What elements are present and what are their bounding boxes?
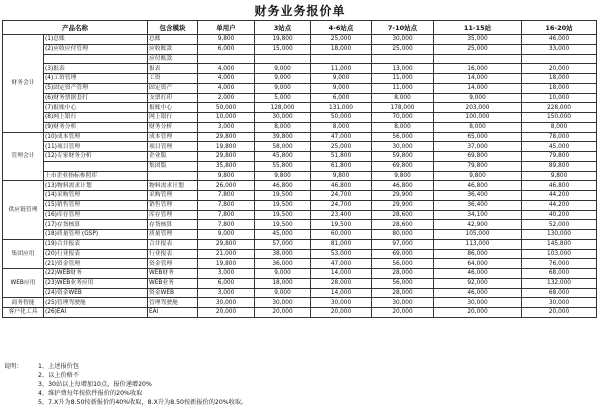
price-cell-4-6-sites: 131,000	[311, 103, 372, 113]
module-cell: 网上银行	[148, 113, 198, 123]
table-row	[3, 103, 597, 113]
product-name-cell	[44, 54, 148, 64]
note-item: 4、维护费每年按软件报价的20%收取	[38, 390, 143, 397]
price-cell-3-sites: 19,800	[255, 35, 311, 45]
table-row	[3, 210, 597, 220]
price-cell-4-6-sites: 24,700	[311, 200, 372, 210]
category-cell: 客户化工具	[3, 308, 44, 318]
table-row	[3, 269, 597, 279]
module-cell: 固定资产	[148, 83, 198, 93]
module-cell: 报表	[148, 64, 198, 74]
price-cell-3-sites	[255, 54, 311, 64]
price-cell-7-10-sites: 69,000	[372, 249, 434, 259]
price-cell-4-6-sites	[311, 54, 372, 64]
price-cell-7-10-sites: 29,900	[372, 200, 434, 210]
price-cell-11-15-sites: 14,000	[434, 83, 522, 93]
price-cell-4-6-sites: 25,000	[311, 142, 372, 152]
price-cell-11-15-sites: 34,100	[434, 210, 522, 220]
product-name-cell: (26)EAI	[44, 308, 148, 318]
notes-section	[4, 362, 594, 407]
price-cell-11-15-sites	[434, 54, 522, 64]
price-cell-4-6-sites: 6,000	[311, 93, 372, 103]
header-3-sites: 3站点	[255, 21, 311, 35]
price-cell-7-10-sites: 56,000	[372, 132, 434, 142]
price-cell-4-6-sites: 50,000	[311, 113, 372, 123]
price-cell-4-6-sites: 18,000	[311, 44, 372, 54]
price-cell-11-15-sites: 20,000	[434, 308, 522, 318]
price-cell-single-user: 50,000	[198, 103, 255, 113]
price-cell-single-user: 35,800	[198, 161, 255, 171]
table-row	[3, 278, 597, 288]
module-cell: 合并报表	[148, 239, 198, 249]
price-cell-7-10-sites: 13,000	[372, 64, 434, 74]
price-cell-11-15-sites: 9,000	[434, 93, 522, 103]
price-cell-4-6-sites: 8,000	[311, 122, 372, 132]
table-row	[3, 220, 597, 230]
note-item: 1、上述报价包	[38, 363, 80, 370]
table-row	[3, 132, 597, 142]
product-name-cell: (23)WEB业务应用	[44, 278, 148, 288]
product-name-cell: (16)库存管理	[44, 210, 148, 220]
price-cell-3-sites: 39,800	[255, 132, 311, 142]
price-cell-4-6-sites: 47,000	[311, 132, 372, 142]
price-cell-16-20-sites: 8,000	[522, 122, 597, 132]
price-cell-3-sites: 18,000	[255, 278, 311, 288]
price-cell-11-15-sites: 16,000	[434, 64, 522, 74]
price-cell-11-15-sites: 46,000	[434, 269, 522, 279]
module-cell: 采购管理	[148, 191, 198, 201]
header-4-6-sites: 4-6站点	[311, 21, 372, 35]
product-name-cell: (11)项目管理	[44, 142, 148, 152]
product-name-cell: (4)工资管理	[44, 74, 148, 84]
category-cell: 商务智能	[3, 298, 44, 308]
price-cell-7-10-sites: 56,000	[372, 259, 434, 269]
price-table-body	[3, 35, 597, 318]
table-row	[3, 308, 597, 318]
price-cell-3-sites: 30,000	[255, 298, 311, 308]
price-cell-16-20-sites: 33,000	[522, 44, 597, 54]
price-cell-3-sites: 19,500	[255, 210, 311, 220]
price-cell-11-15-sites: 92,000	[434, 278, 522, 288]
price-cell-11-15-sites: 30,000	[434, 298, 522, 308]
product-name-cell: (17)存货核算	[44, 220, 148, 230]
price-cell-4-6-sites: 28,000	[311, 278, 372, 288]
price-cell-7-10-sites: 59,800	[372, 152, 434, 162]
price-cell-3-sites: 5,000	[255, 93, 311, 103]
table-row	[3, 113, 597, 123]
module-cell: 财务分析	[148, 122, 198, 132]
price-cell-7-10-sites: 8,000	[372, 122, 434, 132]
table-row	[3, 181, 597, 191]
price-cell-4-6-sites: 9,000	[311, 83, 372, 93]
price-cell-16-20-sites: 45,000	[522, 142, 597, 152]
module-cell: 库存管理	[148, 210, 198, 220]
price-cell-4-6-sites: 14,000	[311, 269, 372, 279]
price-cell-7-10-sites: 28,000	[372, 288, 434, 298]
module-cell: EAI	[148, 308, 198, 318]
header-7-10-sites: 7-10站点	[372, 21, 434, 35]
price-cell-3-sites: 9,000	[255, 288, 311, 298]
price-cell-16-20-sites: 130,000	[522, 230, 597, 240]
price-cell-3-sites: 9,000	[255, 83, 311, 93]
price-cell-7-10-sites: 29,900	[372, 191, 434, 201]
category-cell: 管理会计	[3, 132, 44, 181]
price-cell-single-user: 9,000	[198, 230, 255, 240]
price-cell-7-10-sites: 28,000	[372, 269, 434, 279]
module-cell: 资金WEB	[148, 288, 198, 298]
price-cell-3-sites: 36,000	[255, 259, 311, 269]
category-cell: 供应链管理	[3, 181, 44, 240]
price-cell-4-6-sites: 20,000	[311, 308, 372, 318]
module-cell: 项目管理	[148, 142, 198, 152]
price-cell-7-10-sites: 25,000	[372, 44, 434, 54]
price-cell-16-20-sites: 20,000	[522, 64, 597, 74]
note-item: 2、以上价格不	[38, 372, 80, 379]
price-cell-11-15-sites: 79,800	[434, 161, 522, 171]
price-cell-3-sites: 38,000	[255, 249, 311, 259]
price-cell-single-user: 7,800	[198, 220, 255, 230]
price-cell-4-6-sites: 25,000	[311, 35, 372, 45]
price-cell-11-15-sites: 37,000	[434, 142, 522, 152]
module-cell: 质量管理	[148, 230, 198, 240]
price-cell-single-user: 29,800	[198, 152, 255, 162]
product-name-cell: (8)网上银行	[44, 113, 148, 123]
price-cell-4-6-sites: 81,000	[311, 239, 372, 249]
price-cell-7-10-sites	[372, 54, 434, 64]
price-cell-7-10-sites: 11,000	[372, 83, 434, 93]
price-cell-7-10-sites: 178,000	[372, 103, 434, 113]
note-item: 5、7.X升为8.50按新报价的40%收取，8.X升为8.50按新报价的20%收取。	[38, 399, 248, 406]
price-cell-single-user: 30,000	[198, 298, 255, 308]
price-cell-16-20-sites: 10,000	[522, 93, 597, 103]
table-row	[3, 44, 597, 54]
module-cell: 报账中心	[148, 103, 198, 113]
table-row	[3, 200, 597, 210]
product-name-cell: (5)固定资产管理	[44, 83, 148, 93]
module-cell: WEB财务	[148, 269, 198, 279]
price-cell-3-sites: 30,000	[255, 113, 311, 123]
price-cell-3-sites: 19,500	[255, 220, 311, 230]
price-cell-7-10-sites: 28,600	[372, 210, 434, 220]
price-cell-single-user: 6,000	[198, 44, 255, 54]
product-name-cell: (14)采购管理	[44, 191, 148, 201]
price-cell-single-user: 29,800	[198, 132, 255, 142]
price-cell-3-sites: 19,500	[255, 200, 311, 210]
module-cell: 行业报表	[148, 249, 198, 259]
price-cell-7-10-sites: 80,000	[372, 230, 434, 240]
price-cell-single-user: 19,800	[198, 142, 255, 152]
table-row	[3, 249, 597, 259]
price-cell-11-15-sites: 14,000	[434, 74, 522, 84]
product-name-cell: (1)总账	[44, 35, 148, 45]
price-cell-7-10-sites: 28,600	[372, 220, 434, 230]
price-cell-single-user: 9,800	[198, 35, 255, 45]
product-name-cell: (10)成本管理	[44, 132, 148, 142]
price-cell-3-sites: 9,000	[255, 269, 311, 279]
price-cell-16-20-sites: 46,800	[522, 181, 597, 191]
price-cell-single-user: 3,000	[198, 288, 255, 298]
price-cell-3-sites: 57,000	[255, 239, 311, 249]
price-cell-4-6-sites: 30,000	[311, 298, 372, 308]
price-cell-3-sites: 20,000	[255, 308, 311, 318]
price-cell-single-user: 10,000	[198, 113, 255, 123]
product-name-cell: 上市企业指标参照库	[44, 171, 148, 181]
price-cell-11-15-sites: 8,000	[434, 122, 522, 132]
price-cell-single-user: 29,800	[198, 239, 255, 249]
price-cell-single-user: 3,000	[198, 269, 255, 279]
module-cell: 存货核算	[148, 220, 198, 230]
table-row	[3, 83, 597, 93]
table-row	[3, 74, 597, 84]
price-cell-7-10-sites: 70,000	[372, 113, 434, 123]
product-name-cell: (7)报账中心	[44, 103, 148, 113]
price-cell-3-sites: 128,000	[255, 103, 311, 113]
price-cell-4-6-sites: 14,000	[311, 288, 372, 298]
price-cell-single-user: 2,000	[198, 93, 255, 103]
header-single-user: 单用户	[198, 21, 255, 35]
table-row	[3, 93, 597, 103]
module-cell: 工资	[148, 74, 198, 84]
product-name-cell	[44, 161, 148, 171]
module-cell: 集团版	[148, 161, 198, 171]
price-cell-16-20-sites: 103,000	[522, 249, 597, 259]
price-cell-single-user: 21,000	[198, 249, 255, 259]
product-name-cell: (12)专家财务分析	[44, 152, 148, 162]
module-cell: WEB业务	[148, 278, 198, 288]
module-cell: 管理驾驶舱	[148, 298, 198, 308]
product-name-cell: (2)应收应付管理	[44, 44, 148, 54]
table-row	[3, 152, 597, 162]
price-cell-16-20-sites: 89,800	[522, 161, 597, 171]
table-row	[3, 54, 597, 64]
price-cell-16-20-sites: 30,000	[522, 298, 597, 308]
price-cell-16-20-sites: 46,000	[522, 35, 597, 45]
header-11-15-sites: 11-15站	[434, 21, 522, 35]
table-row	[3, 191, 597, 201]
category-cell: WEB应用	[3, 269, 44, 298]
table-row	[3, 239, 597, 249]
product-name-cell: (15)销售管理	[44, 200, 148, 210]
price-cell-3-sites: 9,000	[255, 74, 311, 84]
price-cell-4-6-sites: 9,800	[311, 171, 372, 181]
price-cell-16-20-sites: 145,800	[522, 239, 597, 249]
price-cell-7-10-sites: 30,000	[372, 298, 434, 308]
price-cell-16-20-sites: 68,000	[522, 269, 597, 279]
price-cell-11-15-sites: 9,800	[434, 171, 522, 181]
price-cell-7-10-sites: 30,000	[372, 142, 434, 152]
price-cell-3-sites: 58,000	[255, 142, 311, 152]
price-cell-16-20-sites: 18,000	[522, 74, 597, 84]
table-row	[3, 161, 597, 171]
price-cell-4-6-sites: 9,000	[311, 74, 372, 84]
price-cell-3-sites: 15,000	[255, 44, 311, 54]
price-cell-11-15-sites: 42,900	[434, 220, 522, 230]
price-cell-3-sites: 8,000	[255, 122, 311, 132]
price-cell-11-15-sites: 65,000	[434, 132, 522, 142]
category-cell: 集团应用	[3, 239, 44, 268]
price-cell-4-6-sites: 60,000	[311, 230, 372, 240]
price-cell-3-sites: 9,800	[255, 171, 311, 181]
price-cell-16-20-sites: 228,000	[522, 103, 597, 113]
price-cell-4-6-sites: 19,500	[311, 220, 372, 230]
table-row	[3, 288, 597, 298]
price-cell-11-15-sites: 64,000	[434, 259, 522, 269]
notes-list	[4, 362, 594, 407]
price-cell-16-20-sites: 40,200	[522, 210, 597, 220]
price-cell-3-sites: 9,000	[255, 64, 311, 74]
module-cell: 物料需求计划	[148, 181, 198, 191]
category-cell: 财务会计	[3, 35, 44, 133]
price-cell-4-6-sites: 11,000	[311, 64, 372, 74]
price-cell-11-15-sites: 46,000	[434, 288, 522, 298]
price-cell-3-sites: 46,800	[255, 181, 311, 191]
price-cell-16-20-sites: 18,000	[522, 83, 597, 93]
price-cell-single-user: 6,000	[198, 278, 255, 288]
price-cell-4-6-sites: 24,700	[311, 191, 372, 201]
price-cell-single-user: 4,000	[198, 83, 255, 93]
header-16-20-sites: 16-20站	[522, 21, 597, 35]
price-cell-3-sites: 19,500	[255, 191, 311, 201]
price-cell-3-sites: 55,800	[255, 161, 311, 171]
product-name-cell: (24)资金WEB	[44, 288, 148, 298]
price-cell-4-6-sites: 23,400	[311, 210, 372, 220]
price-cell-11-15-sites: 35,000	[434, 35, 522, 45]
price-cell-16-20-sites: 44,200	[522, 191, 597, 201]
table-row	[3, 298, 597, 308]
module-cell: 成本管理	[148, 132, 198, 142]
price-cell-3-sites: 45,800	[255, 152, 311, 162]
price-cell-16-20-sites: 44,200	[522, 200, 597, 210]
header-product: 产品名称	[3, 21, 148, 35]
header-row	[3, 21, 597, 35]
price-cell-3-sites: 45,000	[255, 230, 311, 240]
price-cell-7-10-sites: 56,000	[372, 278, 434, 288]
price-cell-7-10-sites: 8,000	[372, 93, 434, 103]
price-cell-16-20-sites: 76,000	[522, 259, 597, 269]
table-row	[3, 259, 597, 269]
price-cell-4-6-sites: 51,800	[311, 152, 372, 162]
product-name-cell: (21)资金管理	[44, 259, 148, 269]
header-module: 包含模块	[148, 21, 198, 35]
table-row	[3, 142, 597, 152]
price-cell-7-10-sites: 30,000	[372, 35, 434, 45]
price-cell-11-15-sites: 36,400	[434, 191, 522, 201]
table-row	[3, 64, 597, 74]
price-cell-single-user: 20,000	[198, 308, 255, 318]
price-cell-11-15-sites: 36,400	[434, 200, 522, 210]
module-cell: 销售管理	[148, 200, 198, 210]
price-cell-11-15-sites: 203,000	[434, 103, 522, 113]
module-cell: 支票打印	[148, 93, 198, 103]
product-name-cell: (9)财务分析	[44, 122, 148, 132]
product-name-cell: (25)管理驾驶舱	[44, 298, 148, 308]
product-name-cell: (22)WEB财务	[44, 269, 148, 279]
price-cell-11-15-sites: 86,000	[434, 249, 522, 259]
price-cell-11-15-sites: 113,000	[434, 239, 522, 249]
table-row	[3, 230, 597, 240]
price-cell-16-20-sites: 132,000	[522, 278, 597, 288]
price-cell-single-user: 7,800	[198, 210, 255, 220]
module-cell: 应付账款	[148, 54, 198, 64]
table-row	[3, 171, 597, 181]
price-cell-16-20-sites: 20,000	[522, 308, 597, 318]
price-cell-7-10-sites: 20,000	[372, 308, 434, 318]
price-cell-single-user: 4,000	[198, 64, 255, 74]
note-item: 3、30站以上每增加10点，报价递增20%	[38, 381, 152, 388]
price-cell-16-20-sites: 52,000	[522, 220, 597, 230]
price-cell-11-15-sites: 25,000	[434, 44, 522, 54]
price-cell-single-user: 9,800	[198, 171, 255, 181]
price-cell-4-6-sites: 47,000	[311, 259, 372, 269]
price-cell-16-20-sites: 68,000	[522, 288, 597, 298]
price-cell-11-15-sites: 100,000	[434, 113, 522, 123]
price-cell-16-20-sites: 9,800	[522, 171, 597, 181]
product-name-cell: (18)质量管理 (GSP)	[44, 230, 148, 240]
price-cell-single-user: 7,800	[198, 191, 255, 201]
module-cell	[148, 171, 198, 181]
page-title: 财务业务报价单	[254, 4, 346, 18]
product-name-cell: (3)报表	[44, 64, 148, 74]
product-name-cell: (6)财务票据套打	[44, 93, 148, 103]
module-cell: 总账	[148, 35, 198, 45]
price-cell-single-user: 7,800	[198, 200, 255, 210]
price-cell-7-10-sites: 97,000	[372, 239, 434, 249]
product-name-cell: (20)行业报表	[44, 249, 148, 259]
price-cell-7-10-sites: 9,800	[372, 171, 434, 181]
price-cell-16-20-sites: 150,000	[522, 113, 597, 123]
price-cell-7-10-sites: 11,000	[372, 74, 434, 84]
product-name-cell: (19)合并报表	[44, 239, 148, 249]
price-cell-11-15-sites: 69,800	[434, 152, 522, 162]
price-cell-single-user: 4,000	[198, 74, 255, 84]
module-cell: 资金管理	[148, 259, 198, 269]
price-cell-7-10-sites: 46,800	[372, 181, 434, 191]
price-cell-16-20-sites: 79,800	[522, 152, 597, 162]
table-row	[3, 122, 597, 132]
table-row	[3, 35, 597, 45]
product-name-cell: (13)物料需求计划	[44, 181, 148, 191]
module-cell: 企业版	[148, 152, 198, 162]
price-cell-4-6-sites: 53,000	[311, 249, 372, 259]
price-cell-single-user: 26,000	[198, 181, 255, 191]
price-cell-single-user	[198, 54, 255, 64]
price-cell-4-6-sites: 61,800	[311, 161, 372, 171]
price-cell-single-user: 19,800	[198, 259, 255, 269]
price-cell-4-6-sites: 46,800	[311, 181, 372, 191]
module-cell: 应收账款	[148, 44, 198, 54]
price-cell-single-user: 3,000	[198, 122, 255, 132]
price-cell-7-10-sites: 69,800	[372, 161, 434, 171]
price-cell-11-15-sites: 105,000	[434, 230, 522, 240]
price-cell-11-15-sites: 46,800	[434, 181, 522, 191]
price-table	[2, 20, 597, 318]
notes-label: 说明：	[4, 363, 23, 370]
price-cell-16-20-sites: 78,000	[522, 132, 597, 142]
price-cell-16-20-sites	[522, 54, 597, 64]
